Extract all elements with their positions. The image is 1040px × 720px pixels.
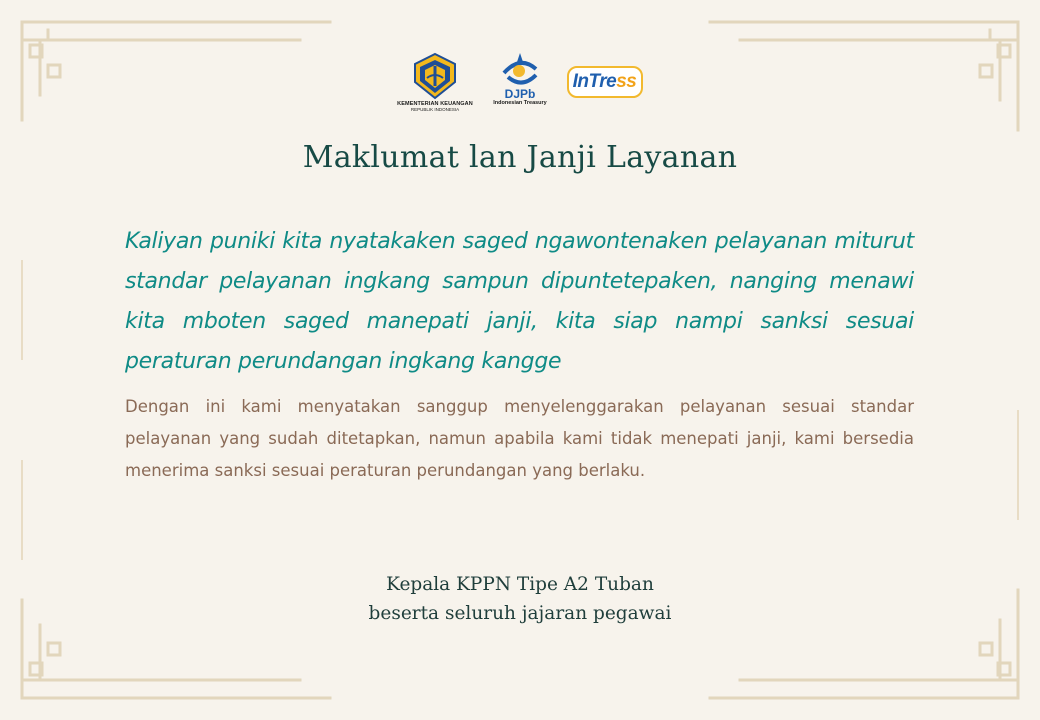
intress-logo-icon — [567, 66, 644, 98]
djpb-logo — [487, 51, 553, 106]
djpb-logo-icon — [498, 51, 542, 91]
intress-logo-text-accent: ss — [616, 71, 637, 92]
signature-line-1: Kepala KPPN Tipe A2 Tuban — [386, 574, 654, 595]
indonesian-statement: Dengan ini kami menyatakan sanggup menyelenggarakan pelayanan sesuai standar pelayanan yang sudah ditetapkan, namun apabila kami tidak menepati janji, kami bersedia menerima sanksi sesuai peraturan perundangan yang berlaku. — [125, 397, 914, 480]
kemenkeu-caption-line1: KEMENTERIAN KEUANGAN — [397, 101, 473, 107]
djpb-subtitle: Indonesian Treasury — [493, 100, 547, 106]
kemenkeu-emblem-icon — [411, 52, 459, 100]
javanese-statement: Kaliyan puniki kita nyatakaken saged ngawontenaken pelayanan miturut standar pelayanan ingkang sampun dipuntetepaken, nanging menawi kita mboten saged manepati janji, kita siap nampi sanksi sesuai peraturan perundangan ingkang kangge — [125, 229, 914, 374]
signature-block — [0, 570, 1040, 628]
kemenkeu-logo — [395, 52, 475, 112]
logo-bar — [0, 52, 1040, 112]
signature-line-2: beserta seluruh jajaran pegawai — [368, 603, 672, 624]
intress-logo-text-main: InTre — [572, 71, 617, 92]
djpb-name: DJPb — [504, 87, 536, 101]
intress-logo — [565, 66, 645, 98]
page-title: Maklumat lan Janji Layanan — [302, 140, 738, 175]
kemenkeu-caption-line2: REPUBLIK INDONESIA — [410, 107, 460, 112]
